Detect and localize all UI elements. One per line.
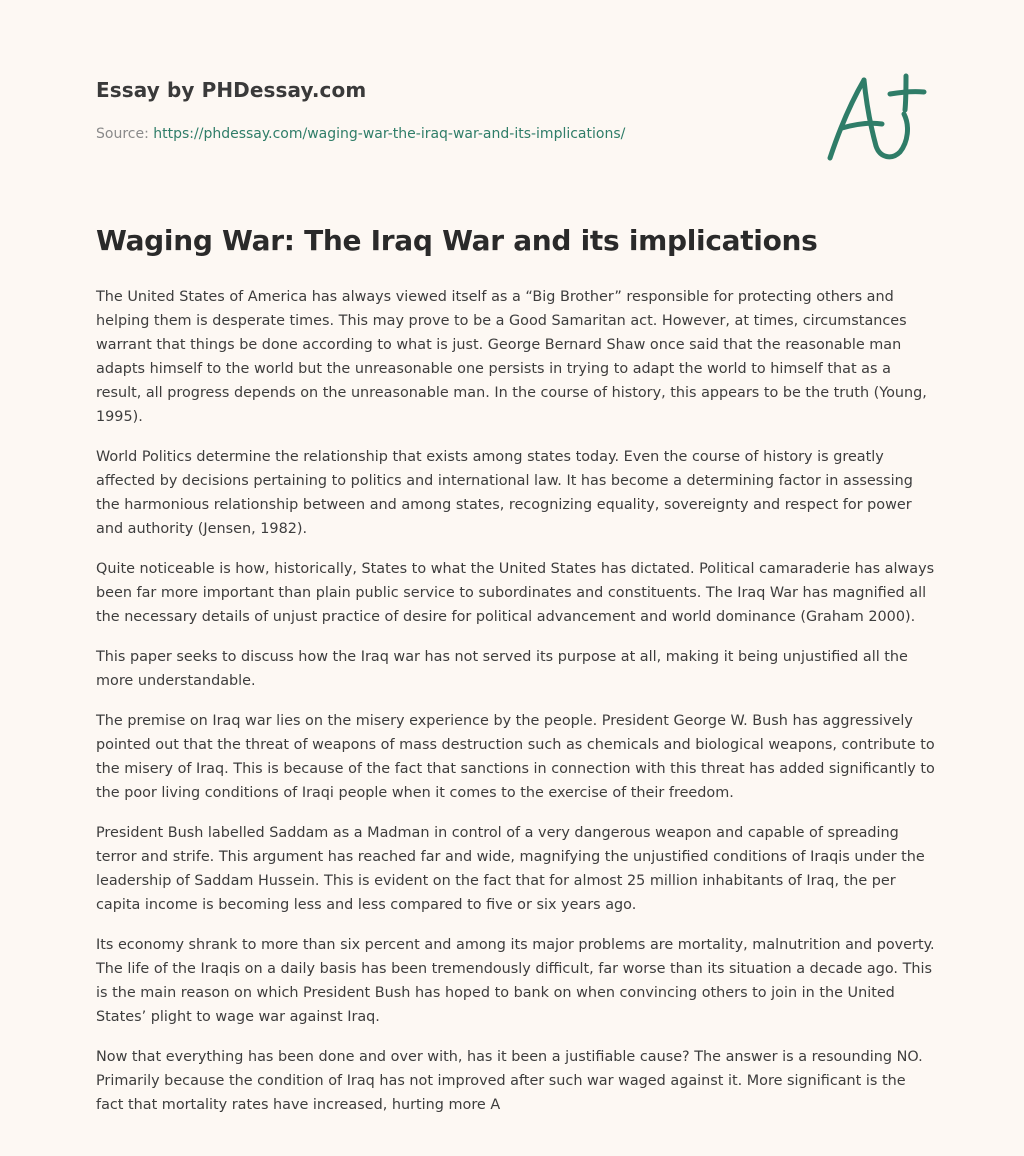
source-label: Source:	[96, 126, 154, 142]
essay-paragraph: Its economy shrank to more than six percent and among its major problems are mortality, malnutrition and poverty. The life of the Iraqis on a daily basis has been tremendously difficult, far worse than its situation a decade ago. This is the main reason on which President Bush has hoped to bank on when convincing others to join in the United States’ plight to wage war against Iraq.	[96, 937, 935, 1025]
essay-paragraph: President Bush labelled Saddam as a Madman in control of a very dangerous weapon and capable of spreading terror and strife. This argument has reached far and wide, magnifying the unjustified conditions of Iraqis under the leadership of Saddam Hussein. This is evident on the fact that for almost 25 million inhabitants of Iraq, the per capita income is becoming less and less compared to five or six years ago.	[96, 825, 925, 913]
essay-paragraph: Now that everything has been done and over with, has it been a justifiable cause? The answer is a resounding NO. Primarily because the condition of Iraq has not improved after such war waged against it. More significant is the fact that mortality rates have increased, hurting more A	[96, 1049, 923, 1113]
site-brand: Essay by PHDessay.com	[96, 78, 367, 102]
source-link[interactable]: https://phdessay.com/waging-war-the-iraq-war-and-its-implications/	[153, 126, 626, 142]
essay-paragraph: This paper seeks to discuss how the Iraq war has not served its purpose at all, making it being unjustified all the more understandable.	[96, 649, 908, 689]
essay-body	[96, 285, 936, 1133]
essay-paragraph: The premise on Iraq war lies on the misery experience by the people. President George W. Bush has aggressively pointed out that the threat of weapons of mass destruction such as chemicals and biological weapons, contribute to the misery of Iraq. This is because of the fact that sanctions in connection with this threat has added significantly to the poor living conditions of Iraqi people when it comes to the exercise of their freedom.	[96, 713, 935, 801]
essay-header	[96, 78, 796, 142]
source-line	[96, 126, 796, 142]
essay-paragraph: The United States of America has always viewed itself as a “Big Brother” responsible for protecting others and helping them is desperate times. This may prove to be a Good Samaritan act. However, at times, circumstances warrant that things be done according to what is just. George Bernard Shaw once said that the reasonable man adapts himself to the world but the unreasonable one persists in trying to adapt the world to himself that as a result, all progress depends on the unreasonable man. In the course of history, this appears to be the truth (Young, 1995).	[96, 289, 927, 425]
a-plus-logo-icon	[820, 66, 930, 166]
essay-title: Waging War: The Iraq War and its implications	[96, 224, 818, 257]
essay-paragraph: Quite noticeable is how, historically, States to what the United States has dictated. Political camaraderie has always been far more important than plain public service to subordinates and constituents. The Iraq War has magnified all the necessary details of unjust practice of desire for political advancement and world dominance (Graham 2000).	[96, 561, 935, 625]
essay-paragraph: World Politics determine the relationship that exists among states today. Even the course of history is greatly affected by decisions pertaining to politics and international law. It has become a determining factor in assessing the harmonious relationship between and among states, recognizing equality, sovereignty and respect for power and authority (Jensen, 1982).	[96, 449, 913, 537]
